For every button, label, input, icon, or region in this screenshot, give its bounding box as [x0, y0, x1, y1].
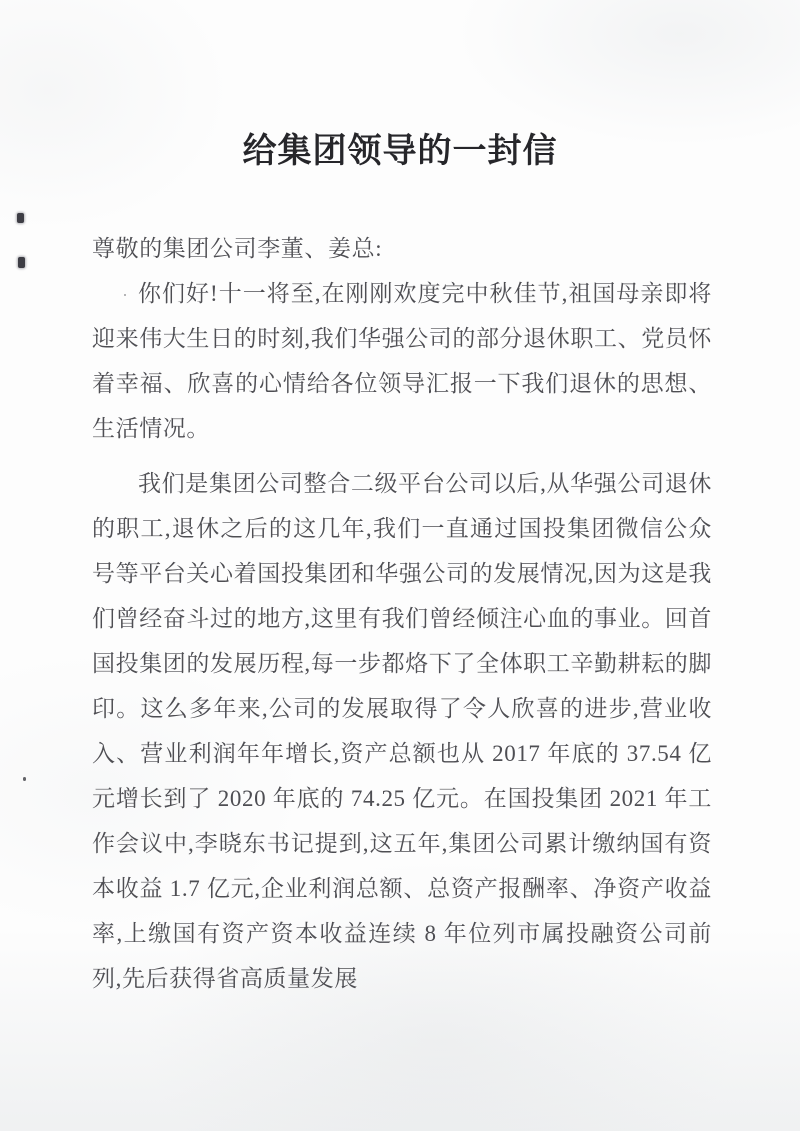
ink-speck: [17, 213, 24, 223]
letter-body: [92, 226, 712, 1001]
letter-paragraph-1: 你们好!十一将至,在刚刚欢度完中秋佳节,祖国母亲即将迎来伟大生日的时刻,我们华强公司的部分退休职工、党员怀着幸福、欣喜的心情给各位领导汇报一下我们退休的思想、生活情况。: [92, 281, 712, 441]
letter-salutation: 尊敬的集团公司李董、姜总:: [92, 236, 383, 261]
letter-title: 给集团领导的一封信: [242, 133, 558, 170]
ink-speck: [23, 777, 26, 781]
letter-paragraph-2: 我们是集团公司整合二级平台公司以后,从华强公司退休的职工,退休之后的这几年,我们一直通过国投集团微信公众号等平台关心着国投集团和华强公司的发展情况,因为这是我们曾经奋斗过的地方,这里有我们曾经倾注心血的事业。回首国投集团的发展历程,每一步都烙下了全体职工辛勤耕耘的脚印。这么多年来,公司的发展取得了令人欣喜的进步,营业收入、营业利润年年增长,资产总额也从 2017 年底的 37.54 亿元增长到了 2020 年底的 74.25 亿元。在国投集团 2021 年工作会议中,李晓东书记提到,这五年,集团公司累计缴纳国有资本收益 1.7 亿元,企业利润总额、总资产报酬率、净资产收益率,上缴国有资产资本收益连续 8 年位列市属投融资公司前列,先后获得省高质量发展: [92, 471, 712, 991]
ink-speck: [18, 257, 25, 268]
